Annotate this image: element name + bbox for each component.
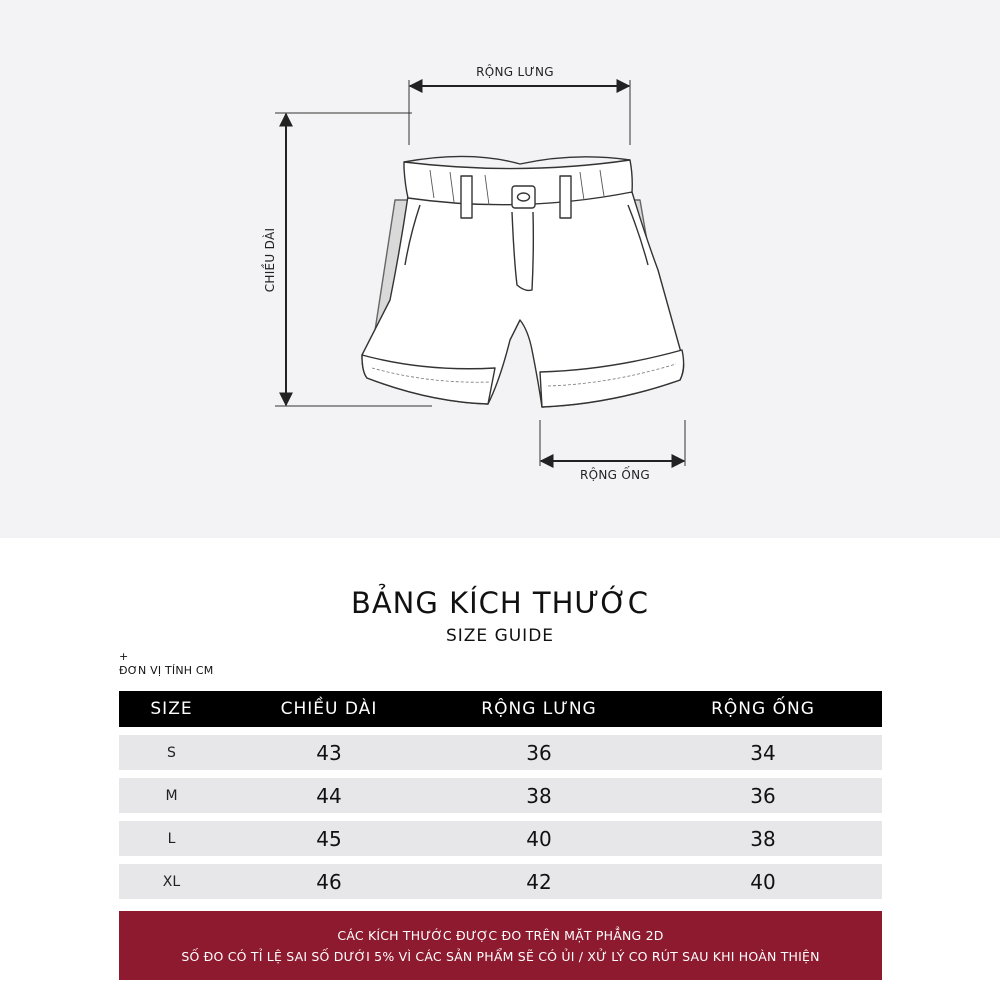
leg-opening-dimension	[540, 420, 685, 482]
size-cell: XL	[162, 873, 181, 890]
size-cell: S	[167, 744, 176, 761]
leg-opening-cell: 38	[750, 826, 776, 851]
length-dimension-label: CHIỀU DÀI	[263, 227, 277, 293]
plus-icon: +	[119, 650, 129, 663]
length-cell: 43	[316, 740, 342, 765]
column-header-length: CHIỀU DÀI	[280, 699, 378, 719]
disclaimer-line-1: CÁC KÍCH THƯỚC ĐƯỢC ĐO TRÊN MẶT PHẲNG 2D	[337, 927, 664, 943]
shorts-illustration	[362, 156, 684, 407]
leg-opening-cell: 40	[750, 869, 776, 894]
table-row	[119, 821, 882, 856]
waist-dimension-label: RỘNG LƯNG	[476, 65, 554, 79]
column-header-size: SIZE	[150, 699, 193, 719]
measurement-disclaimer	[119, 911, 882, 980]
size-cell: L	[167, 830, 176, 847]
leg-opening-cell: 36	[750, 783, 776, 808]
unit-note: ĐƠN VỊ TÍNH CM	[119, 664, 214, 677]
waist-cell: 36	[526, 740, 552, 765]
leg-opening-dimension-label: RỘNG ỐNG	[580, 468, 650, 482]
table-row	[119, 864, 882, 899]
waist-cell: 38	[526, 783, 552, 808]
column-header-waist: RỘNG LƯNG	[481, 699, 597, 719]
size-cell: M	[165, 787, 178, 804]
waist-cell: 42	[526, 869, 552, 894]
page-subtitle: SIZE GUIDE	[445, 626, 555, 646]
table-row	[119, 778, 882, 813]
length-cell: 45	[316, 826, 342, 851]
column-header-leg-opening: RỘNG ỐNG	[711, 699, 815, 719]
disclaimer-line-2: SỐ ĐO CÓ TỈ LỆ SAI SỐ DƯỚI 5% VÌ CÁC SẢN PHẨM SẼ CÓ ỦI / XỬ LÝ CO RÚT SAU KHI HOÀN THIỆN	[181, 948, 820, 964]
size-table	[119, 691, 882, 899]
waist-cell: 40	[526, 826, 552, 851]
length-cell: 46	[316, 869, 342, 894]
table-header-row	[119, 691, 882, 727]
waist-dimension	[409, 64, 630, 145]
page-title: BẢNG KÍCH THƯỚC	[350, 586, 650, 620]
leg-opening-cell: 34	[750, 740, 776, 765]
length-cell: 44	[316, 783, 342, 808]
table-row	[119, 735, 882, 770]
